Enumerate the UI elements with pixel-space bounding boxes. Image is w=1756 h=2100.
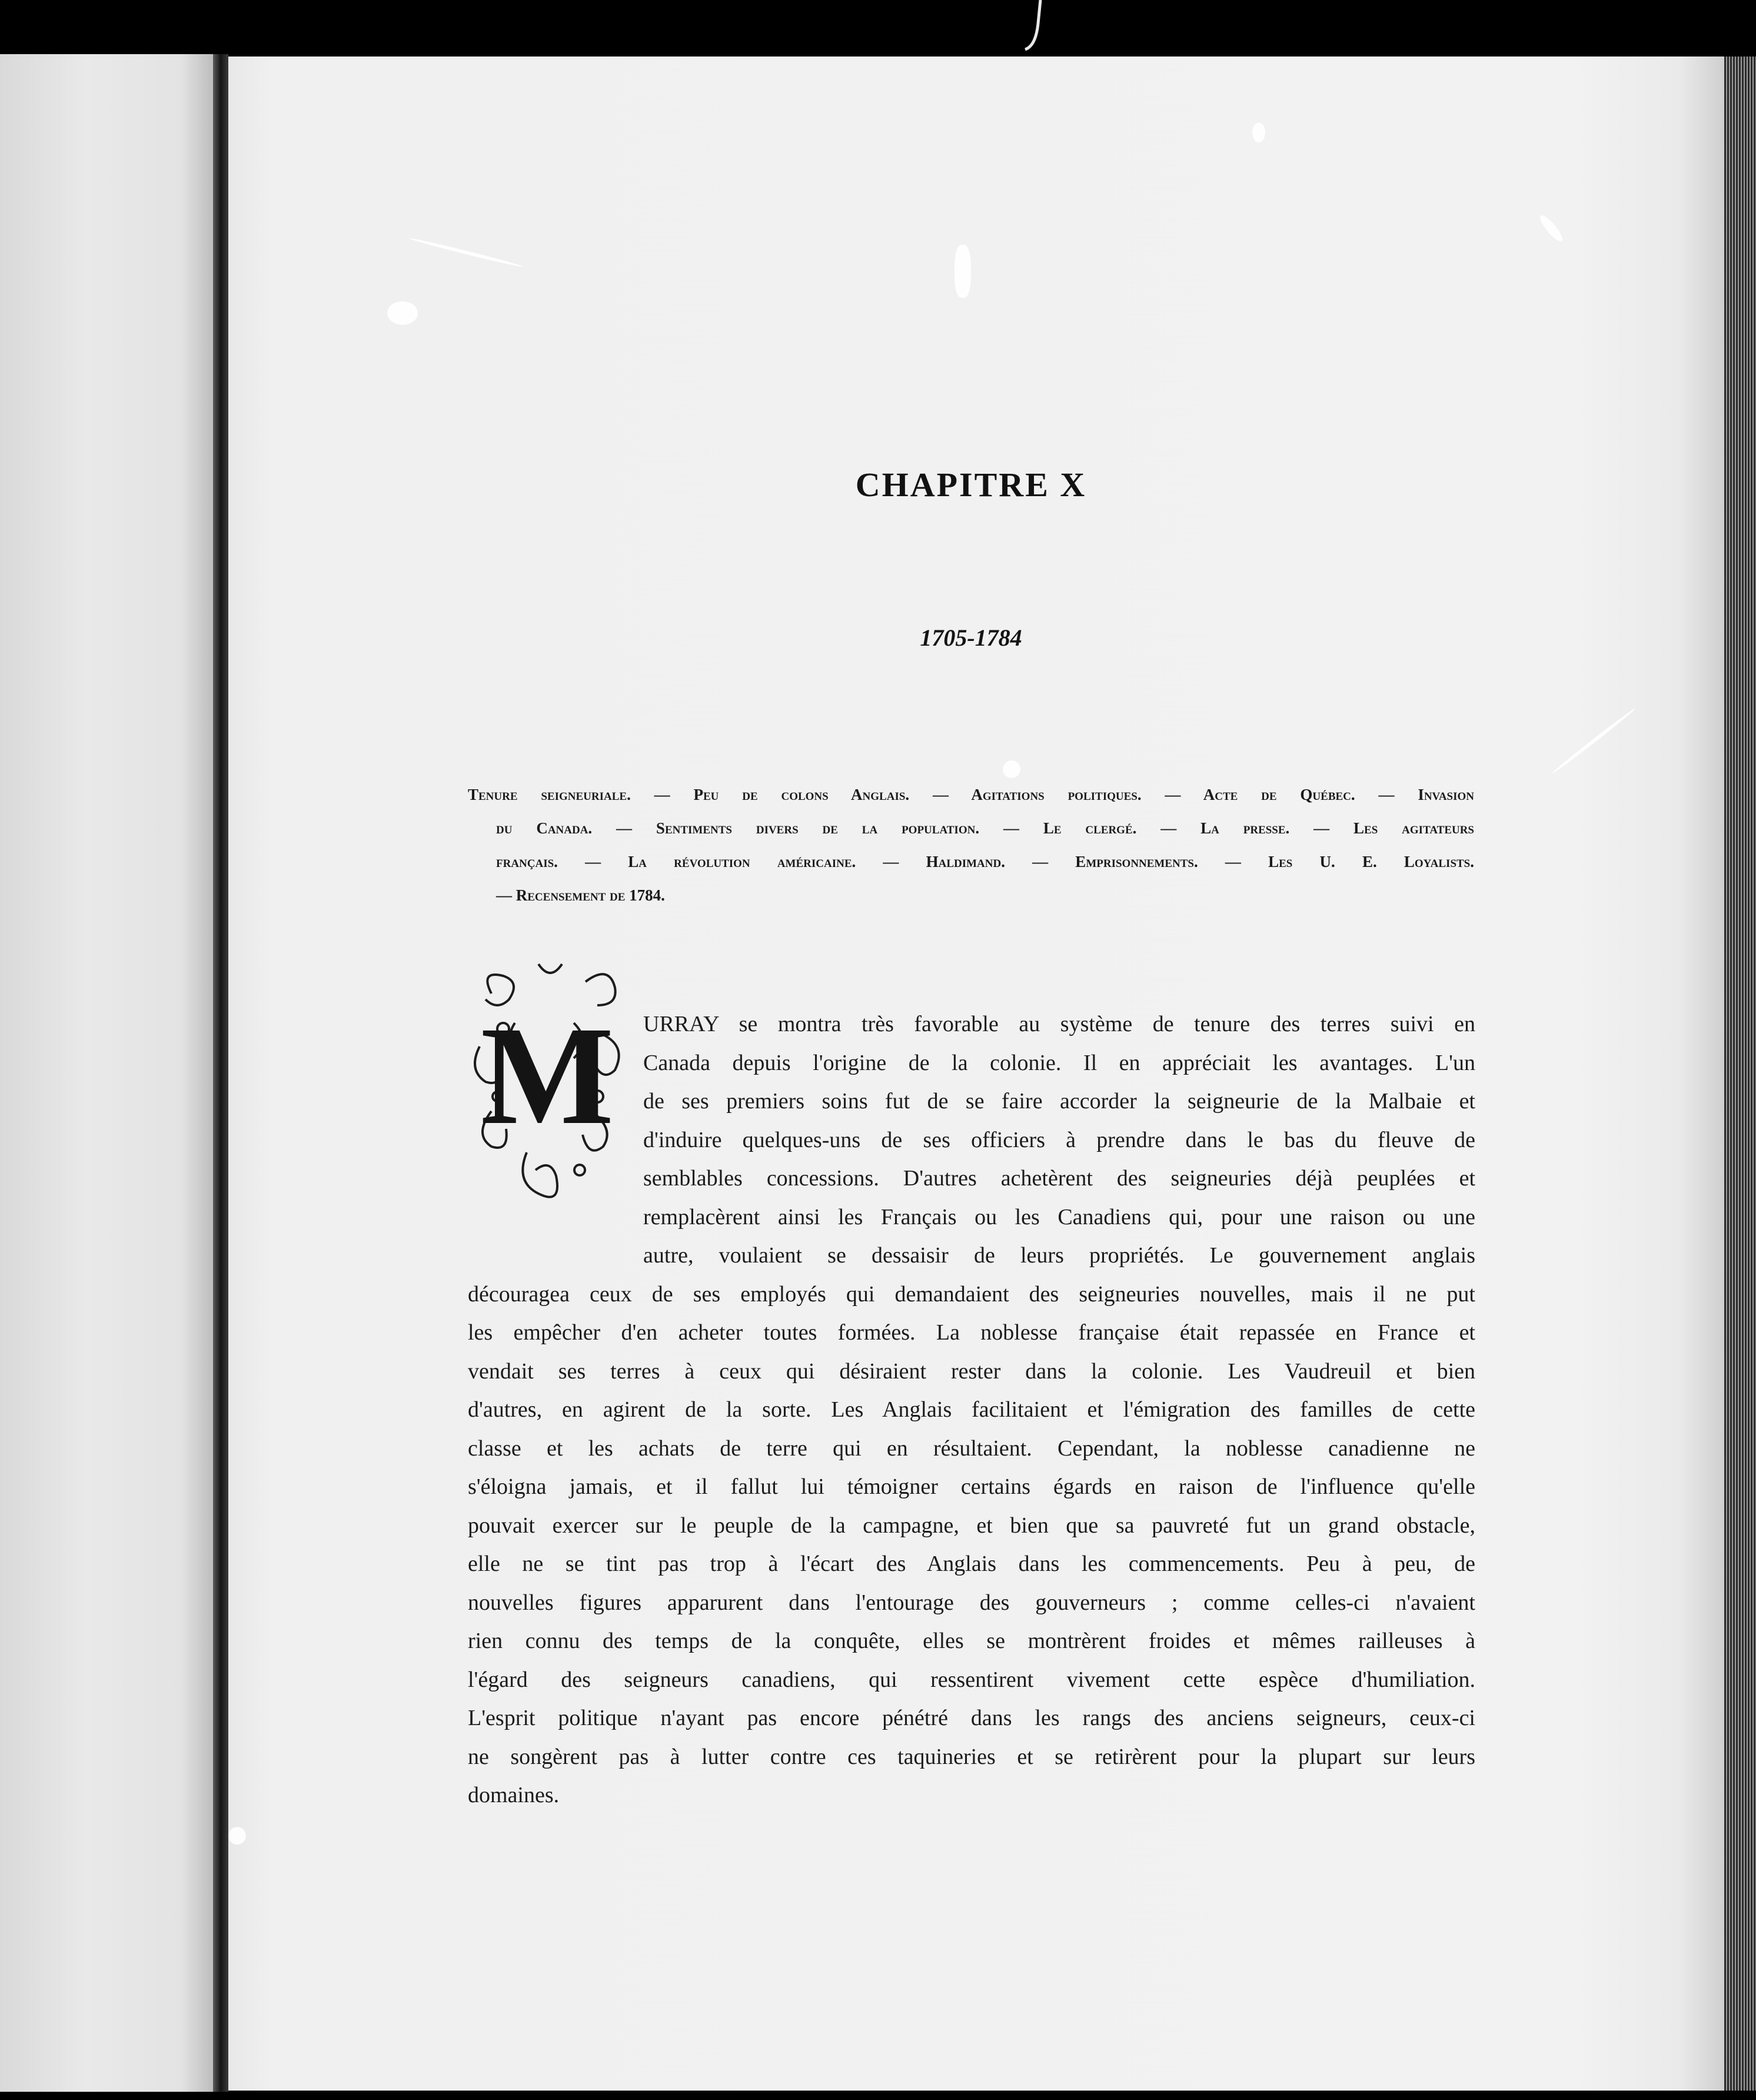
- body-line: découragea ceux de ses employés qui demandaient des seigneuries nouvelles, mais il ne put: [468, 1281, 1475, 1307]
- body-line: pouvait exercer sur le peuple de la campagne, et bien que sa pauvreté fut un grand obstacle,: [468, 1513, 1475, 1538]
- body-line: semblables concessions. D'autres achetèrent des seigneuries déjà peuplées et: [643, 1166, 1475, 1191]
- paper-speck: [408, 237, 524, 268]
- body-line: de ses premiers soins fut de se faire accorder la seigneurie de la Malbaie et: [643, 1089, 1475, 1114]
- body-line: rien connu des temps de la conquête, elles se montrèrent froides et mêmes railleuses à: [468, 1629, 1475, 1653]
- paper-speck: [1537, 212, 1565, 244]
- body-line: classe et les achats de terre qui en résultaient. Cependant, la noblesse canadienne ne: [468, 1436, 1475, 1461]
- paper-speck: [1003, 760, 1020, 778]
- body-line: d'induire quelques-uns de ses officiers à prendre dans le bas du fleuve de: [643, 1127, 1475, 1152]
- paper-speck: [1551, 707, 1637, 775]
- summary-line: du Canada. — Sentiments divers de la population. — Le clergé. — La presse. — Les agitateurs: [496, 819, 1474, 837]
- summary-line: — Recensement de 1784.: [496, 886, 665, 904]
- summary-line: français. — La révolution américaine. — Haldimand. — Emprisonnements. — Les U. E. Loyalists.: [496, 853, 1474, 870]
- body-line: L'esprit politique n'ayant pas encore pénétré dans les rangs des anciens seigneurs, ceux-ci: [468, 1706, 1475, 1730]
- paper-speck: [387, 301, 418, 325]
- body-line: elle ne se tint pas trop à l'écart des Anglais dans les commencements. Peu à peu, de: [468, 1551, 1475, 1576]
- body-line: s'éloigna jamais, et il fallut lui témoigner certains égards en raison de l'influence qu'elle: [468, 1474, 1475, 1499]
- chapter-date-range: 1705-1784: [920, 624, 1022, 651]
- paper-speck: [1252, 122, 1265, 142]
- body-line: d'autres, en agirent de la sorte. Les Anglais facilitaient et l'émigration des familles de cette: [468, 1397, 1475, 1422]
- body-line: les empêcher d'en acheter toutes formées. La noblesse française était repassée en France et: [468, 1320, 1475, 1345]
- body-line: vendait ses terres à ceux qui désiraient rester dans la colonie. Les Vaudreuil et bien: [468, 1358, 1475, 1384]
- chapter-body: [468, 1005, 1475, 1815]
- paper-speck: [955, 245, 971, 298]
- body-line: nouvelles figures apparurent dans l'entourage des gouverneurs ; comme celles-ci n'avaient: [468, 1590, 1475, 1615]
- body-line: l'égard des seigneurs canadiens, qui ressentirent vivement cette espèce d'humiliation.: [468, 1667, 1475, 1692]
- body-line: ne songèrent pas à lutter contre ces taquineries et se retirèrent pour la plupart sur leurs: [468, 1744, 1475, 1769]
- book-gutter: [213, 54, 228, 2092]
- body-line: autre, voulaient se dessaisir de leurs propriétés. Le gouvernement anglais: [643, 1243, 1475, 1268]
- svg-text:M: M: [480, 997, 614, 1154]
- scan-margin-mark: [1023, 0, 1046, 53]
- body-line: Canada depuis l'origine de la colonie. Il en appréciait les avantages. L'un: [643, 1050, 1475, 1075]
- chapter-summary: [468, 778, 1474, 912]
- chapter-title: CHAPITRE X: [855, 466, 1087, 504]
- body-line: remplacèrent ainsi les Français ou les Canadiens qui, pour une raison ou une: [643, 1204, 1475, 1230]
- body-line: domaines.: [468, 1783, 560, 1807]
- left-page: [0, 54, 213, 2092]
- summary-line: Tenure seigneuriale. — Peu de colons Anglais. — Agitations politiques. — Acte de Québec. — Invasion: [468, 786, 1474, 803]
- paper-speck: [228, 1827, 246, 1845]
- page-stack-edge: [1724, 57, 1756, 2091]
- body-line: URRAY se montra très favorable au système de tenure des terres suivi en: [643, 1012, 1475, 1036]
